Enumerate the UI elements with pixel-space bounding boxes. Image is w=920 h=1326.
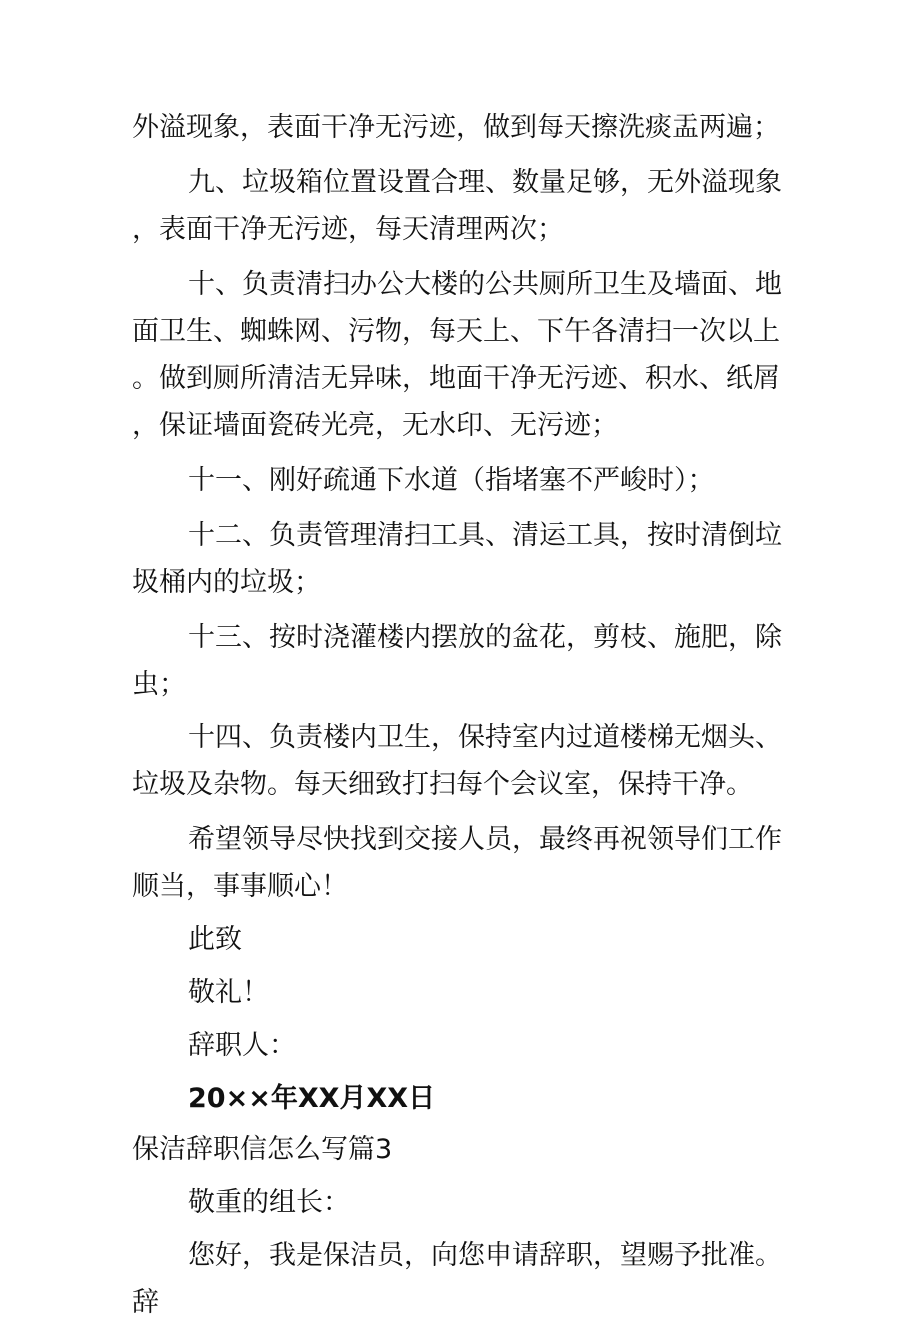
document-body (132, 104, 792, 1326)
signature-label: 辞职人： (188, 1030, 296, 1061)
paragraph-item-12: 十二、负责管理清扫工具、清运工具，按时清倒垃圾桶内的垃圾； (132, 520, 782, 598)
letter-opening: 您好，我是保洁员，向您申请辞职，望赐予批准。辞 (132, 1240, 782, 1318)
paragraph-continuation: 外溢现象，表面干净无污迹，做到每天擦洗痰盂两遍； (132, 112, 780, 143)
closing-respect: 敬礼！ (188, 977, 269, 1008)
paragraph-item-9: 九、垃圾箱位置设置合理、数量足够，无外溢现象，表面干净无污迹，每天清理两次； (132, 167, 782, 245)
closing-salutation: 此致 (188, 924, 242, 955)
paragraph-closing-wish: 希望领导尽快找到交接人员，最终再祝领导们工作顺当，事事顺心！ (132, 824, 782, 902)
date-line: 20××年XX月XX日 (188, 1083, 436, 1114)
section-heading: 保洁辞职信怎么写篇3 (132, 1134, 393, 1165)
paragraph-item-13: 十三、按时浇灌楼内摆放的盆花，剪枝、施肥，除虫； (132, 622, 782, 700)
letter-greeting: 敬重的组长： (188, 1187, 350, 1218)
paragraph-item-11: 十一、刚好疏通下水道（指堵塞不严峻时）； (188, 465, 715, 496)
paragraph-item-10: 十、负责清扫办公大楼的公共厕所卫生及墙面、地面卫生、蜘蛛网、污物，每天上、下午各清扫一次以上。做到厕所清洁无异味，地面干净无污迹、积水、纸屑，保证墙面瓷砖光亮，无水印、无污迹； (132, 269, 782, 441)
paragraph-item-14: 十四、负责楼内卫生，保持室内过道楼梯无烟头、垃圾及杂物。每天细致打扫每个会议室，保持干净。 (132, 722, 782, 800)
